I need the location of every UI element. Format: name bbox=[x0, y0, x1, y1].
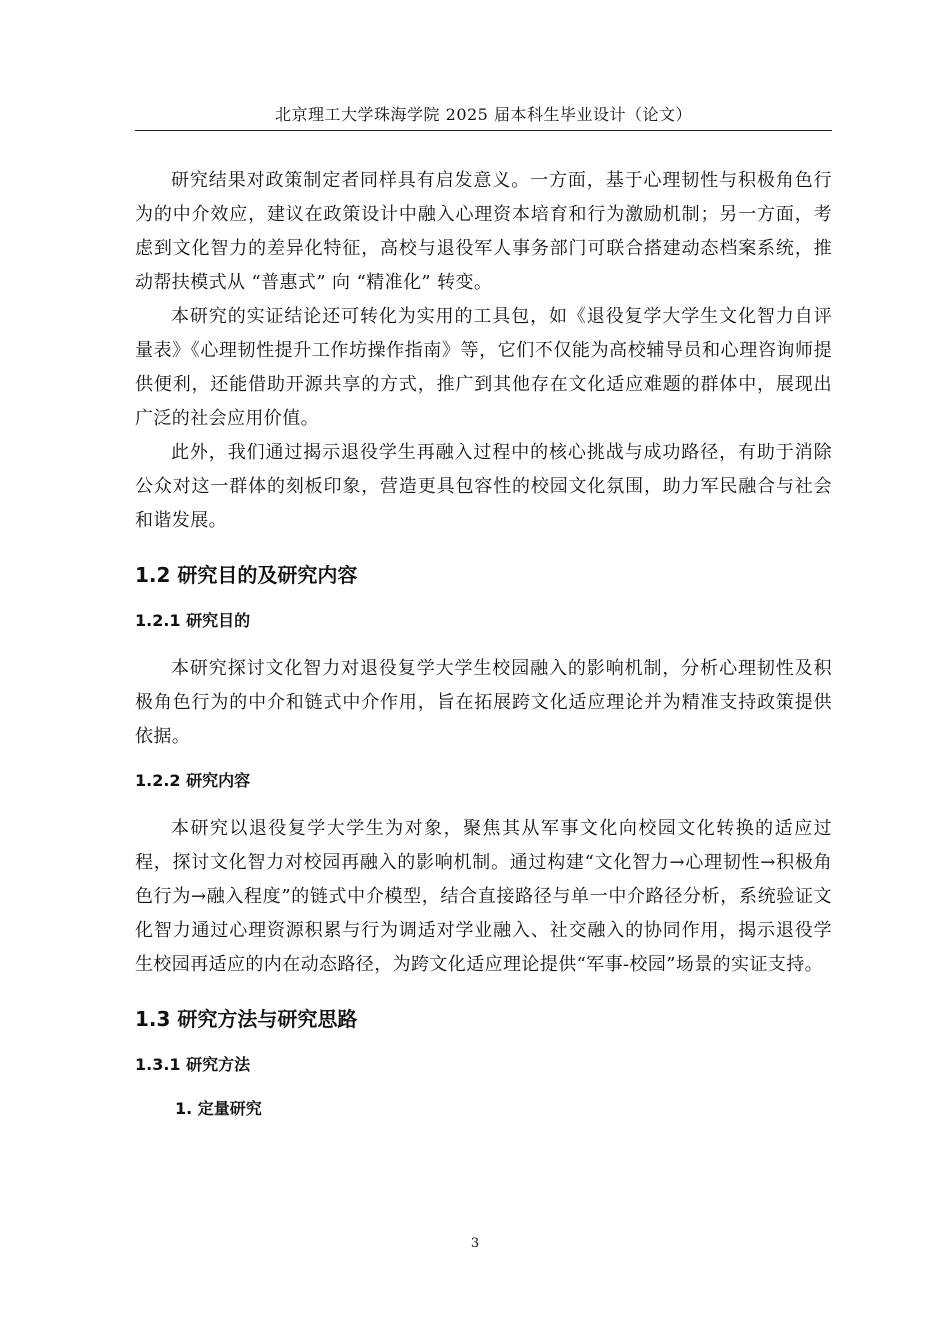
paragraph-research-content: 本研究以退役复学大学生为对象，聚焦其从军事文化向校园文化转换的适应过程，探讨文化智力对校园再融入的影响机制。通过构建“文化智力→心理韧性→积极角色行为→融入程度”的链式中介模型，结合直接路径与单一中介路径分析，系统验证文化智力通过心理资源积累与行为调适对学业融入、社交融入的协同作用，揭示退役学生校园再适应的内在动态路径，为跨文化适应理论提供“军事-校园”场景的实证支持。 bbox=[135, 818, 832, 975]
paragraph-research-purpose: 本研究探讨文化智力对退役复学大学生校园融入的影响机制，分析心理韧性及积极角色行为的中介和链式中介作用，旨在拓展跨文化适应理论并为精准支持政策提供依据。 bbox=[135, 658, 832, 747]
list-item-quantitative-research: 1. 定量研究 bbox=[175, 1099, 262, 1118]
page-body bbox=[135, 164, 832, 1122]
paragraph-toolkit: 本研究的实证结论还可转化为实用的工具包，如《退役复学大学生文化智力自评量表》《心理韧性提升工作坊操作指南》等，它们不仅能为高校辅导员和心理咨询师提供便利，还能借助开源共享的方式，推广到其他存在文化适应难题的群体中，展现出广泛的社会应用价值。 bbox=[135, 306, 832, 429]
section-heading-1-2: 1.2 研究目的及研究内容 bbox=[135, 563, 358, 587]
subsection-heading-1-2-1: 1.2.1 研究目的 bbox=[135, 611, 251, 630]
paragraph-social-value: 此外，我们通过揭示退役学生再融入过程中的核心挑战与成功路径，有助于消除公众对这一群体的刻板印象，营造更具包容性的校园文化氛围，助力军民融合与社会和谐发展。 bbox=[135, 442, 832, 531]
paragraph-policy-implications: 研究结果对政策制定者同样具有启发意义。一方面，基于心理韧性与积极角色行为的中介效应，建议在政策设计中融入心理资本培育和行为激励机制；另一方面，考虑到文化智力的差异化特征，高校与退役军人事务部门可联合搭建动态档案系统，推动帮扶模式从 “普惠式” 向 “精准化” 转变。 bbox=[135, 170, 832, 293]
page-number: 3 bbox=[470, 1236, 480, 1251]
header-rule bbox=[135, 130, 832, 131]
running-header: 北京理工大学珠海学院 2025 届本科生毕业设计（论文） bbox=[275, 105, 692, 124]
section-heading-1-3: 1.3 研究方法与研究思路 bbox=[135, 1007, 358, 1031]
subsection-heading-1-2-2: 1.2.2 研究内容 bbox=[135, 771, 251, 790]
subsection-heading-1-3-1: 1.3.1 研究方法 bbox=[135, 1055, 251, 1074]
